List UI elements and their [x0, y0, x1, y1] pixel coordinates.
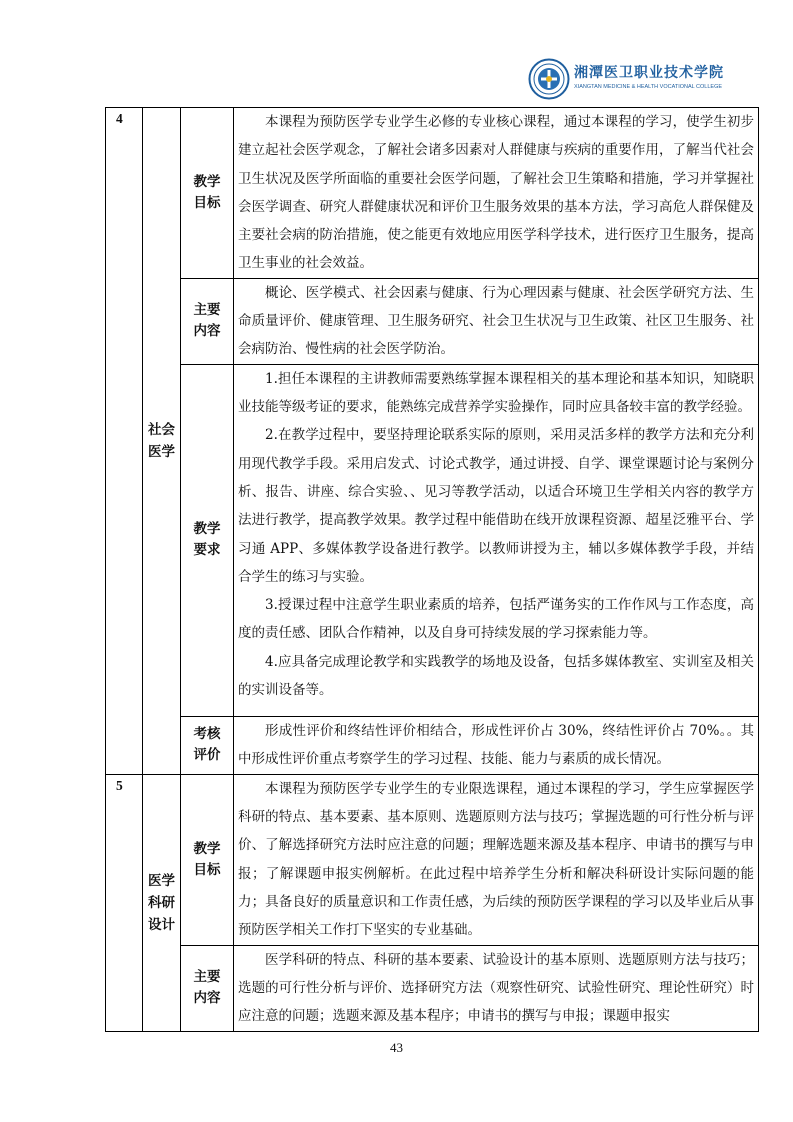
paragraph: 2.在教学过程中，要坚持理论联系实际的原则，采用灵活多样的教学方法和充分利用现代教学手段。采用启发式、讨论式教学，通过讲授、自学、课堂课题讨论与案例分析、报告、讲座、综合实验、、见习等教学活动，以适合环境卫生学相关内容的教学方法进行教学，提高教学效果。教学过程中能借助在线开放课程资源、超星泛雅平台、学习通 APP、多媒体教学设备进行教学。以教师讲授为主，辅以多媒体教学手段，并结合学生的练习与实验。 [238, 427, 754, 585]
section-label [181, 716, 234, 774]
header-logo [528, 58, 760, 102]
paragraph: 医学科研的特点、科研的基本要素、试验设计的基本原则、选题原则方法与技巧；选题的可行性分析与评价、选择研究方法（观察性研究、试验性研究、理论性研究）时应注意的问题；选题来源及基本程序；申请书的撰写与申报；课题申报实 [238, 951, 754, 1025]
section-label-text: 教学 目标 [193, 173, 221, 211]
section-label-text: 主要 内容 [193, 969, 221, 1007]
paragraph: 本课程为预防医学专业学生必修的专业核心课程，通过本课程的学习，使学生初步建立起社会医学观念，了解社会诸多因素对人群健康与疾病的重要作用，了解当代社会卫生状况及医学所面临的重要社会医学问题，了解社会卫生策略和措施，学习并掌握社会医学调查、研究人群健康状况和评价卫生服务效果的基本方法，学习高危人群保健及主要社会病的防治措施，使之能更有效地应用医学科学技术，进行医疗卫生服务，提高卫生事业的社会效益。 [238, 114, 754, 272]
course-name-text: 社会 医学 [148, 421, 175, 460]
course-name-text: 医学 科研 设计 [148, 872, 175, 933]
paragraph: 4.应具备完成理论教学和实践教学的场地及设备，包括多媒体教室、实训室及相关的实训设备等。 [238, 653, 754, 699]
section-label-text: 考核 评价 [193, 726, 221, 764]
course-table [105, 107, 759, 1032]
table-row [106, 278, 759, 364]
section-content [234, 108, 759, 279]
table-row [106, 716, 759, 774]
section-content [234, 945, 759, 1031]
section-label [181, 774, 234, 945]
paragraph: 本课程为预防医学专业学生的专业限选课程，通过本课程的学习，学生应掌握医学科研的特点、基本要素、基本原则、选题原则方法与技巧；掌握选题的可行性分析与评价、了解选择研究方法时应注意的问题；理解选题来源及基本程序、申请书的撰写与申报；了解课题申报实例解析。在此过程中培养学生分析和解决科研设计实际问题的能力；具备良好的质量意识和工作责任感，为后续的预防医学课程的学习以及毕业后从事预防医学相关工作打下坚实的专业基础。 [238, 780, 754, 939]
section-content [234, 364, 759, 716]
paragraph: 形成性评价和终结性评价相结合，形成性评价占 30%，终结性评价占 70%。。其中形成性评价重点考察学生的学习过程、技能、能力与素质的成长情况。 [238, 722, 754, 768]
section-label-text: 教学 目标 [193, 840, 221, 878]
section-label-text: 教学 要求 [193, 521, 221, 559]
college-name: 湘潭医卫职业技术学院 [574, 65, 724, 81]
paragraph: 概论、医学模式、社会因素与健康、行为心理因素与健康、社会医学研究方法、生命质量评价、健康管理、卫生服务研究、社会卫生状况与卫生政策、社区卫生服务、社会病防治、慢性病的社会医学防治。 [238, 284, 754, 358]
paragraph: 3.授课过程中注意学生职业素质的培养，包括严谨务实的工作作风与工作态度，高度的责任感、团队合作精神，以及自身可持续发展的学习探索能力等。 [238, 597, 754, 642]
course-name [143, 774, 181, 1031]
paragraph: 1.担任本课程的主讲教师需要熟练掌握本课程相关的基本理论和基本知识，知晓职业技能等级考证的要求，能熟练完成营养学实验操作，同时应具备较丰富的教学经验。 [238, 370, 754, 416]
section-label-text: 主要 内容 [193, 302, 221, 340]
section-label [181, 364, 234, 716]
college-emblem-icon [528, 58, 570, 100]
section-label [181, 945, 234, 1031]
table-row [106, 945, 759, 1031]
section-content [234, 716, 759, 774]
section-label [181, 108, 234, 279]
table-row [106, 774, 759, 945]
course-name [143, 108, 181, 775]
table-row [106, 108, 759, 279]
section-content [234, 278, 759, 364]
section-label [181, 278, 234, 364]
course-number: 5 [106, 774, 143, 1031]
course-number: 4 [106, 108, 143, 775]
college-name-en: XIANGTAN MEDICINE & HEALTH VOCATIONAL COLLEGE [574, 84, 723, 90]
table-row [106, 364, 759, 716]
page-number: 43 [390, 1040, 403, 1055]
section-content [234, 774, 759, 945]
